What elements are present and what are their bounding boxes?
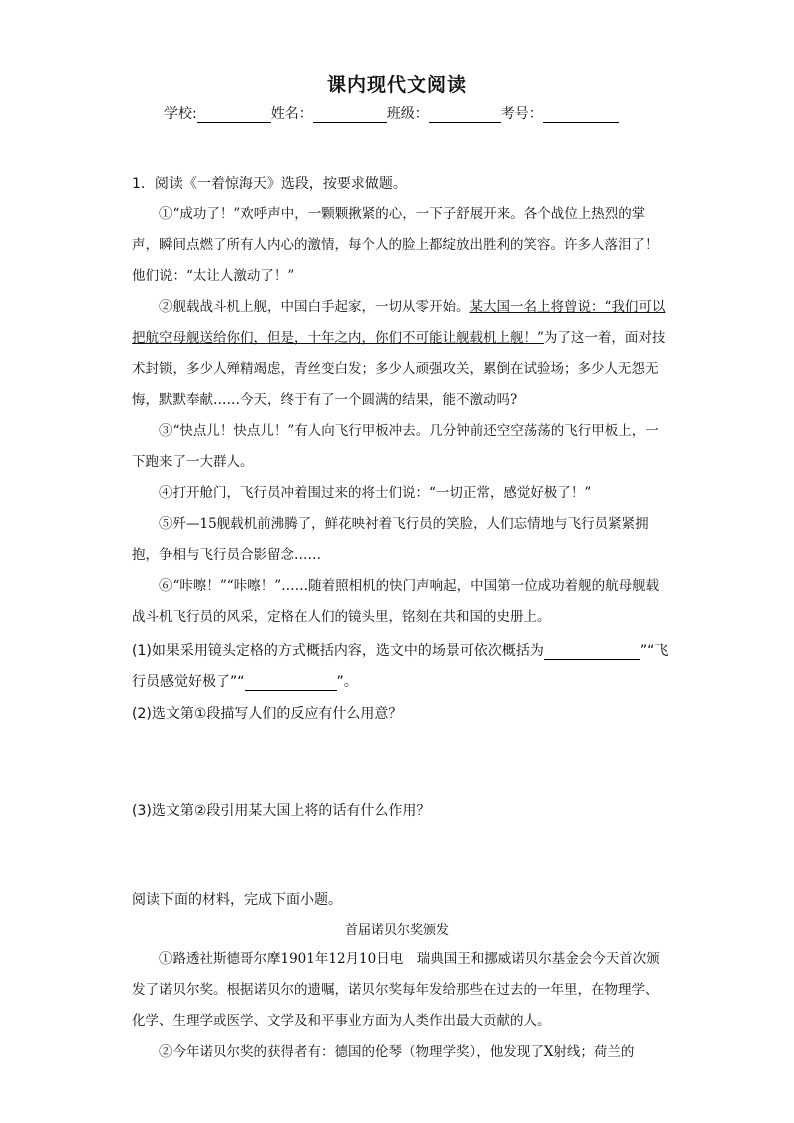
material-paragraph-2 bbox=[132, 1037, 666, 1068]
passage-paragraph-1-text: ①“成功了！”欢呼声中，一颗颗揪紧的心，一下子舒展开来。各个战位上热烈的掌声，瞬间点燃了所有人内心的激情，每个人的脸上都绽放出胜利的笑容。许多人落泪了！他们说：“太让人激动了！” bbox=[132, 206, 659, 284]
passage-paragraph-5-text: ⑤歼—15舰载机前沸腾了，鲜花映衬着飞行员的笑脸，人们忘情地与飞行员紧紧拥抱，争相与飞行员合影留念…… bbox=[132, 516, 649, 563]
page-title: 课内现代文阅读 bbox=[326, 74, 467, 96]
sub-question-1-text-a: (1)如果采用镜头定格的方式概括内容，选文中的场景可依次概括为 bbox=[132, 643, 544, 659]
passage-paragraph-1 bbox=[132, 199, 666, 292]
material-paragraph-1-text: ①路透社斯德哥尔摩1901年12月10日电 瑞典国王和挪威诺贝尔基金会今天首次颁发了诺贝尔奖。根据诺贝尔的遗嘱，诺贝尔奖每年发给那些在过去的一年里，在物理学、化学、生理学或医学、文学及和平事业方面为人类作出最大贡献的人。 bbox=[132, 951, 660, 1029]
passage-paragraph-6-text: ⑥“咔嚓！”“咔嚓！”……随着照相机的快门声响起，中国第一位成功着舰的航母舰载战斗机飞行员的风采，定格在人们的镜头里，铭刻在共和国的史册上。 bbox=[132, 578, 660, 625]
material-paragraph-2-text: ②今年诺贝尔奖的获得者有：德国的伦琴（物理学奖），他发现了X射线；荷兰的 bbox=[159, 1044, 635, 1060]
underlined-quote: 某大国一名上将曾说：“我们可以把航空母舰送给你们，但是，十年之内，你们不可能让舰载机上舰！” bbox=[132, 299, 666, 346]
passage-paragraph-2-text-b: 为了这一着，面对技术封锁，多少人殚精竭虑，青丝变白发；多少人顽强攻关，累倒在试验场；多少人无怨无悔，默默奉献……今天，终于有了一个圆满的结果，能不激动吗? bbox=[132, 330, 666, 408]
exam-number-field[interactable] bbox=[543, 108, 619, 123]
name-label: 姓名： bbox=[270, 106, 313, 122]
sub-question-1-line-1 bbox=[132, 640, 668, 660]
material-title: 首届诺贝尔奖颁发 bbox=[344, 923, 449, 938]
sub-question-1-text-b: ”“飞 bbox=[639, 643, 669, 659]
class-label: 班级： bbox=[386, 106, 429, 122]
passage-paragraph-2 bbox=[132, 292, 666, 416]
name-field[interactable] bbox=[313, 108, 387, 123]
passage-paragraph-6 bbox=[132, 571, 666, 633]
exam-number-label: 考号： bbox=[500, 106, 543, 122]
sub-question-1-text-c: 行员感觉好极了”“ bbox=[132, 674, 245, 690]
passage-paragraph-4-text: ④打开舱门，飞行员冲着围过来的将士们说：“一切正常，感觉好极了！” bbox=[159, 485, 592, 501]
school-label: 学校: bbox=[164, 106, 197, 122]
student-info-line bbox=[164, 103, 619, 123]
passage-paragraph-3-text: ③“快点儿！快点儿！”有人向飞行甲板冲去。几分钟前还空空荡荡的飞行甲板上，一下跑来了一大群人。 bbox=[132, 423, 659, 470]
sub-question-2: (2)选文第①段描写人们的反应有什么用意？ bbox=[132, 706, 403, 722]
question-1-intro: 1．阅读《一着惊海天》选段，按要求做题。 bbox=[132, 176, 407, 192]
passage-paragraph-5 bbox=[132, 509, 666, 571]
sub-question-3: (3)选文第②段引用某大国上将的话有什么作用？ bbox=[132, 803, 431, 819]
material-paragraph-1 bbox=[132, 944, 666, 1037]
answer-blank-2[interactable] bbox=[245, 674, 337, 691]
passage-paragraph-4 bbox=[132, 478, 666, 509]
passage-paragraph-3 bbox=[132, 416, 666, 478]
material-intro: 阅读下面的材料，完成下面小题。 bbox=[132, 892, 342, 908]
class-field[interactable] bbox=[429, 108, 501, 123]
sub-question-1-line-2 bbox=[132, 671, 358, 691]
passage-paragraph-2-text-a: ②舰载战斗机上舰，中国白手起家，一切从零开始。 bbox=[159, 299, 470, 315]
answer-blank-1[interactable] bbox=[544, 643, 640, 660]
sub-question-1-text-d: ”。 bbox=[336, 674, 358, 690]
school-field[interactable] bbox=[197, 108, 271, 123]
